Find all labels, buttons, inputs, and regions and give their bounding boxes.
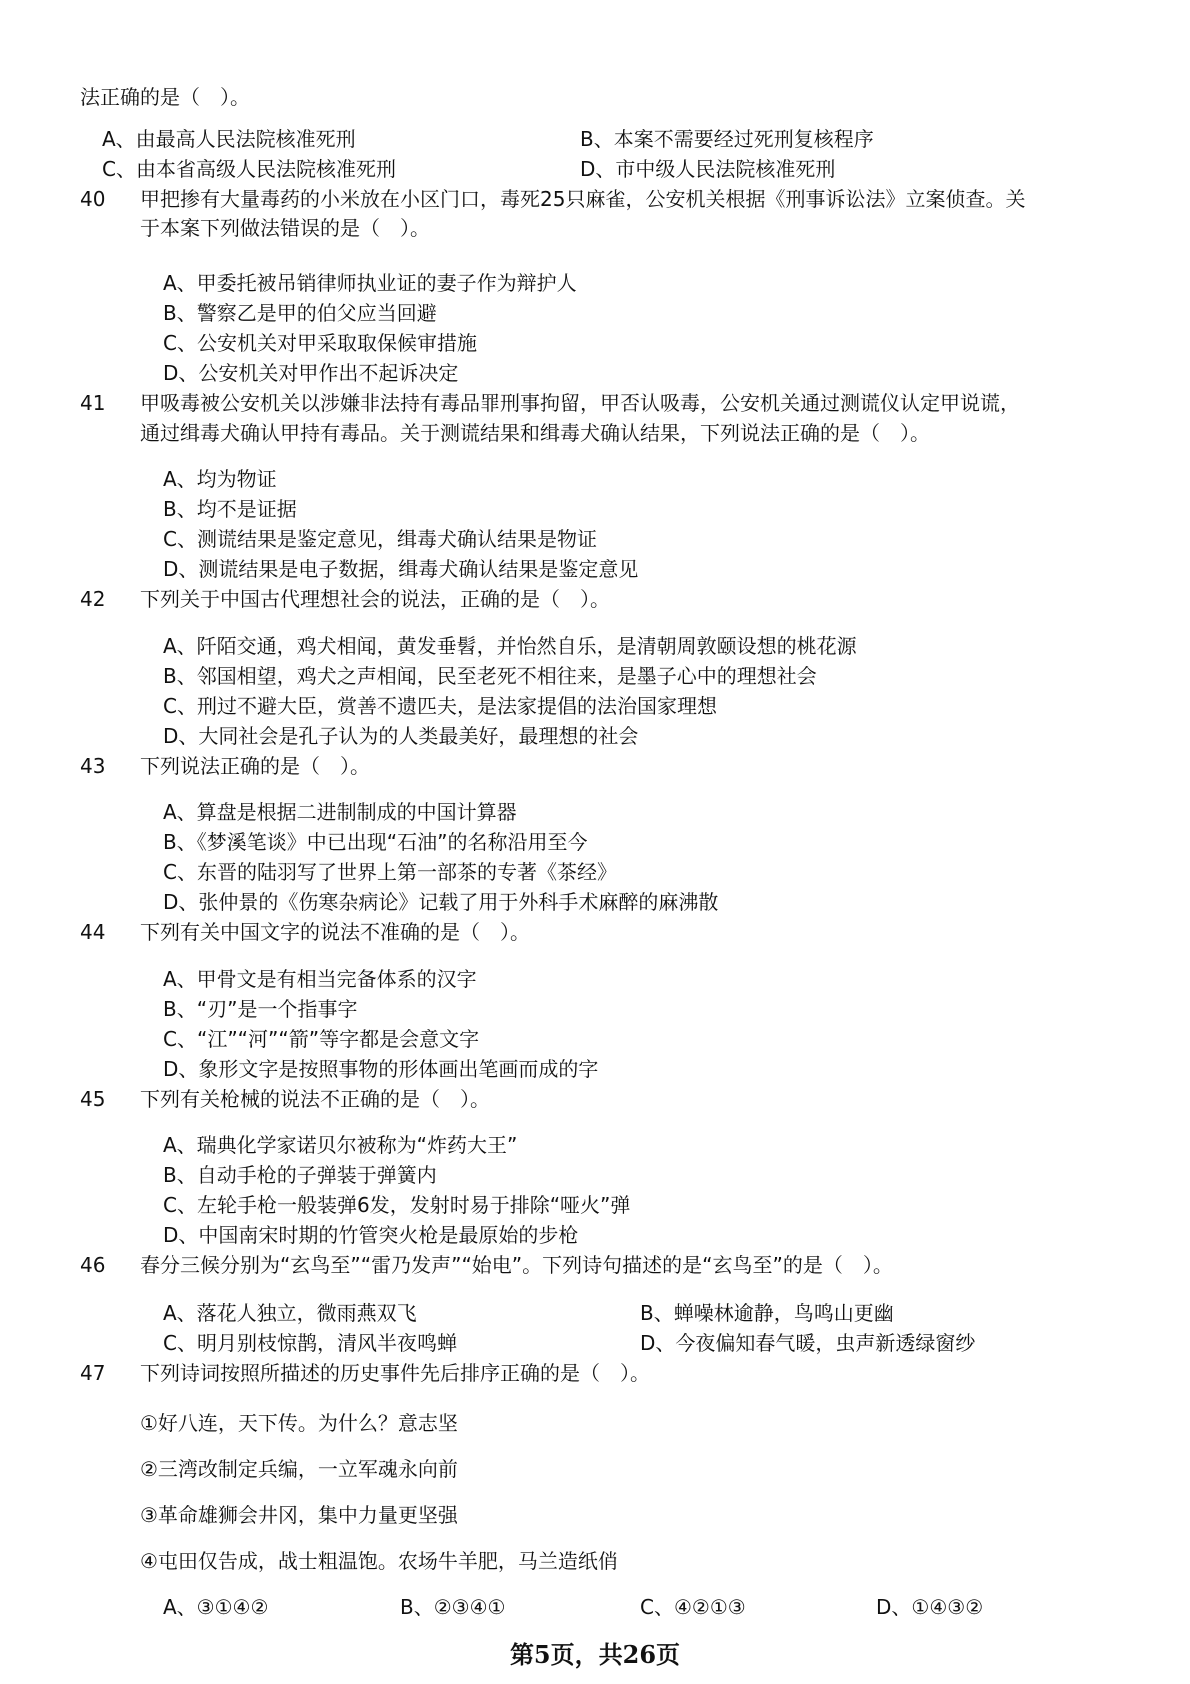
q45-option-c: C、左轮手枪一般装弹6发，发射时易于排除“哑火”弹 (163, 1193, 631, 1217)
q43-option-b: B、《梦溪笔谈》中已出现“石油”的名称沿用至今 (163, 830, 588, 854)
q42-option-a: A、阡陌交通，鸡犬相闻，黄发垂髫，并怡然自乐，是清朝周敦颐设想的桃花源 (163, 634, 857, 658)
q47-item-4: ④屯田仅告成，战士粗温饱。农场牛羊肥，马兰造纸俏 (140, 1549, 618, 1573)
q45-option-d: D、中国南宋时期的竹管突火枪是最原始的步枪 (163, 1223, 579, 1247)
q47-stem: 下列诗词按照所描述的历史事件先后排序正确的是（ ）。 (140, 1361, 650, 1385)
q42-option-b: B、邻国相望，鸡犬之声相闻，民至老死不相往来，是墨子心中的理想社会 (163, 664, 817, 688)
q44-stem: 下列有关中国文字的说法不准确的是（ ）。 (140, 920, 530, 944)
q45-number: 45 (80, 1087, 106, 1111)
q46-option-a: A、落花人独立，微雨燕双飞 (163, 1301, 417, 1325)
q41-option-a: A、均为物证 (163, 467, 277, 491)
q46-stem: 春分三候分别为“玄鸟至”“雷乃发声”“始电”。下列诗句描述的是“玄鸟至”的是（ ）。 (140, 1253, 893, 1277)
page-footer: 第5页，共26页 (509, 1640, 681, 1669)
q40-stem-line-1: 甲把掺有大量毒药的小米放在小区门口，毒死25只麻雀，公安机关根据《刑事诉讼法》立案侦查。关 (140, 187, 1026, 211)
q46-option-c: C、明月别枝惊鹊，清风半夜鸣蝉 (163, 1331, 457, 1355)
q44-option-d: D、象形文字是按照事物的形体画出笔画而成的字 (163, 1057, 599, 1081)
q42-option-c: C、刑过不避大臣，赏善不遗匹夫，是法家提倡的法治国家理想 (163, 694, 717, 718)
q47-option-c: C、④②①③ (640, 1595, 746, 1619)
q43-option-c: C、东晋的陆羽写了世界上第一部茶的专著《茶经》 (163, 860, 617, 884)
q47-item-1: ①好八连，天下传。为什么？意志坚 (140, 1411, 458, 1435)
q41-option-b: B、均不是证据 (163, 497, 297, 521)
q41-number: 41 (80, 391, 106, 415)
q45-stem: 下列有关枪械的说法不正确的是（ ）。 (140, 1087, 490, 1111)
q47-option-d: D、①④③② (876, 1595, 984, 1619)
q39-option-c: C、由本省高级人民法院核准死刑 (102, 157, 396, 181)
q43-option-d: D、张仲景的《伤寒杂病论》记载了用于外科手术麻醉的麻沸散 (163, 890, 719, 914)
q45-option-b: B、自动手枪的子弹装于弹簧内 (163, 1163, 437, 1187)
q43-number: 43 (80, 754, 106, 778)
q40-option-c: C、公安机关对甲采取取保候审措施 (163, 331, 477, 355)
q44-option-b: B、“刃”是一个指事字 (163, 997, 358, 1021)
q41-stem-line-1: 甲吸毒被公安机关以涉嫌非法持有毒品罪刑事拘留，甲否认吸毒，公安机关通过测谎仪认定甲说谎， (140, 391, 1020, 415)
q41-stem-line-2: 通过缉毒犬确认甲持有毒品。关于测谎结果和缉毒犬确认结果，下列说法正确的是（ ）。 (140, 421, 930, 445)
q47-option-b: B、②③④① (400, 1595, 506, 1619)
q40-number: 40 (80, 187, 106, 211)
q47-option-a: A、③①④② (163, 1595, 269, 1619)
q43-stem: 下列说法正确的是（ ）。 (140, 754, 370, 778)
q46-option-d: D、今夜偏知春气暖，虫声新透绿窗纱 (640, 1331, 976, 1355)
q40-option-d: D、公安机关对甲作出不起诉决定 (163, 361, 459, 385)
q42-number: 42 (80, 587, 106, 611)
q42-option-d: D、大同社会是孔子认为的人类最美好，最理想的社会 (163, 724, 639, 748)
q44-option-c: C、“江”“河”“箭”等字都是会意文字 (163, 1027, 480, 1051)
q39-stem-tail: 法正确的是（ ）。 (80, 85, 250, 109)
q40-option-b: B、警察乙是甲的伯父应当回避 (163, 301, 437, 325)
q47-item-3: ③革命雄狮会井冈，集中力量更坚强 (140, 1503, 458, 1527)
q42-stem: 下列关于中国古代理想社会的说法，正确的是（ ）。 (140, 587, 610, 611)
q47-number: 47 (80, 1361, 106, 1385)
q44-number: 44 (80, 920, 106, 944)
q43-option-a: A、算盘是根据二进制制成的中国计算器 (163, 800, 517, 824)
q39-option-d: D、市中级人民法院核准死刑 (580, 157, 836, 181)
q46-option-b: B、蝉噪林逾静，鸟鸣山更幽 (640, 1301, 894, 1325)
q40-option-a: A、甲委托被吊销律师执业证的妻子作为辩护人 (163, 271, 577, 295)
q44-option-a: A、甲骨文是有相当完备体系的汉字 (163, 967, 477, 991)
q45-option-a: A、瑞典化学家诺贝尔被称为“炸药大王” (163, 1133, 518, 1157)
q40-stem-line-2: 于本案下列做法错误的是（ ）。 (140, 216, 430, 240)
q41-option-c: C、测谎结果是鉴定意见，缉毒犬确认结果是物证 (163, 527, 597, 551)
q39-option-b: B、本案不需要经过死刑复核程序 (580, 127, 874, 151)
q41-option-d: D、测谎结果是电子数据，缉毒犬确认结果是鉴定意见 (163, 557, 639, 581)
q47-item-2: ②三湾改制定兵编，一立军魂永向前 (140, 1457, 458, 1481)
q39-option-a: A、由最高人民法院核准死刑 (102, 127, 356, 151)
q46-number: 46 (80, 1253, 106, 1277)
